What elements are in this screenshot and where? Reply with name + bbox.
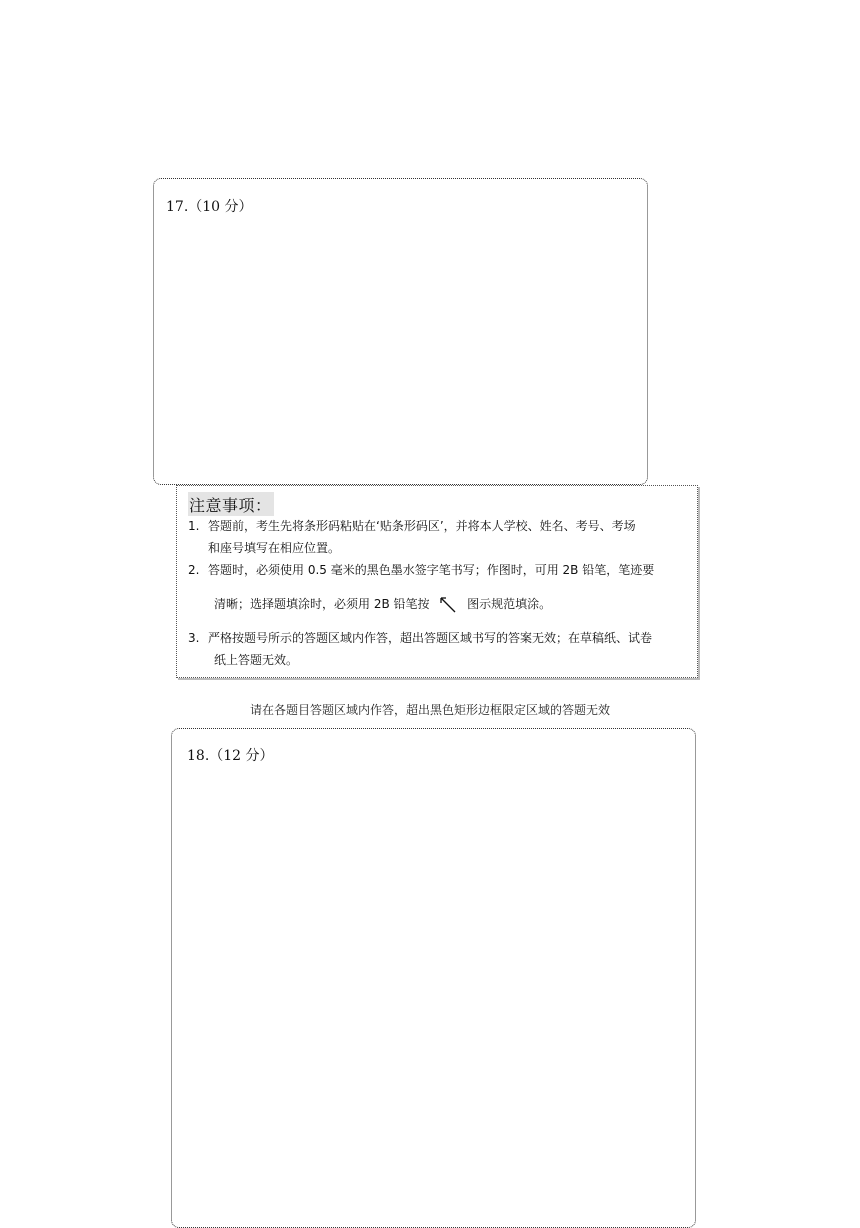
notice-item-1-number: 1. xyxy=(188,519,200,533)
question-17-label: 17.（10 分） xyxy=(166,199,253,215)
notice-item-1-line1: 答题前，考生先将条形码粘贴在‘贴条形码区’，并将本人学校、姓名、考号、考场 xyxy=(208,519,636,533)
notice-item-3-number: 3. xyxy=(188,631,200,645)
notice-item-3 xyxy=(188,627,688,671)
answer-area-warning: 请在各题目答题区域内作答，超出黑色矩形边框限定区域的答题无效 xyxy=(249,703,610,717)
notice-item-2-line2 xyxy=(188,593,688,615)
answer-area-17[interactable] xyxy=(153,178,648,485)
answer-area-18[interactable] xyxy=(171,728,696,1228)
notice-item-2-number: 2. xyxy=(188,563,200,577)
question-18-label: 18.（12 分） xyxy=(187,748,274,764)
notice-item-1-line2: 和座号填写在相应位置。 xyxy=(208,541,341,555)
notice-box xyxy=(176,485,698,678)
notice-item-2-line2-after: 图示规范填涂。 xyxy=(467,597,552,611)
notice-item-2-line2-before: 清晰；选择题填涂时，必须用 2B 铅笔按 xyxy=(214,597,430,611)
notice-item-1 xyxy=(188,515,688,559)
fill-mark-example-icon xyxy=(439,596,457,614)
notice-item-2-line1: 答题时，必须使用 0.5 毫米的黑色墨水签字笔书写；作图时，可用 2B 铅笔，笔迹要 xyxy=(208,563,655,577)
notice-title: 注意事项： xyxy=(188,492,274,516)
notice-item-3-line2: 纸上答题无效。 xyxy=(214,653,299,667)
notice-item-2 xyxy=(188,559,688,615)
notice-item-3-line1: 严格按题号所示的答题区域内作答，超出答题区域书写的答案无效；在草稿纸、试卷 xyxy=(208,631,653,645)
